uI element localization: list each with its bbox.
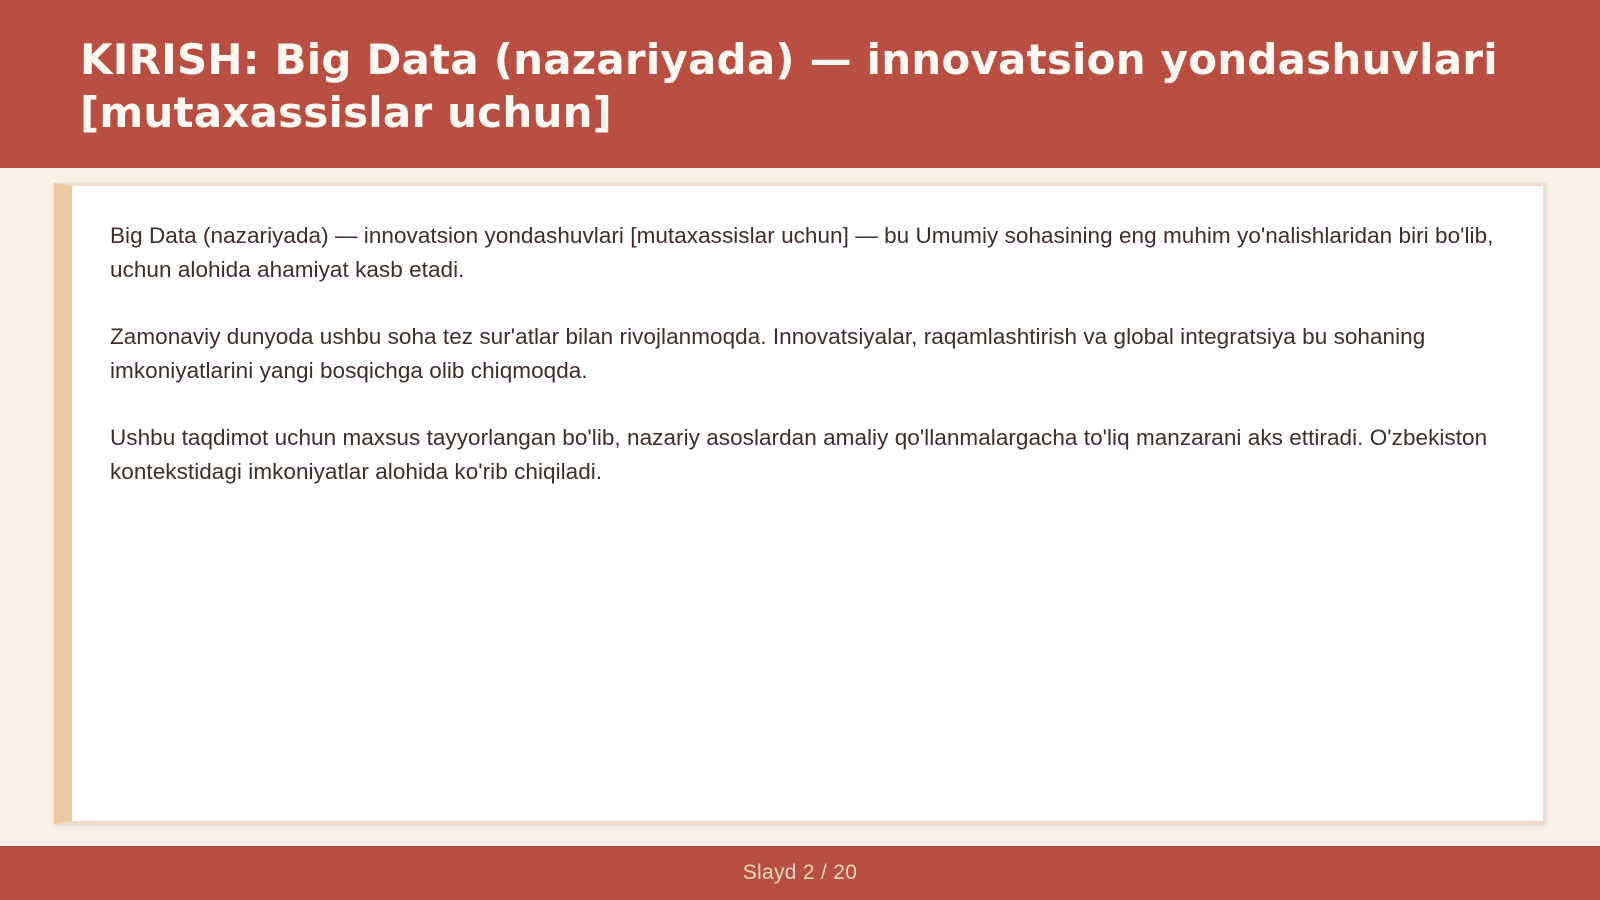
slide-footer xyxy=(0,846,1600,900)
content-card xyxy=(54,183,1546,824)
development-paragraph: Zamonaviy dunyoda ushbu soha tez sur'atlar bilan rivojlanmoqda. Innovatsiyalar, raqamlashtirish va global integratsiya bu sohaning imkoniyatlarini yangi bosqichga olib chiqmoqda. xyxy=(110,324,1426,383)
slide-title: KIRISH: Big Data (nazariyada) — innovatsion yondashuvlari [mutaxassislar uchun] xyxy=(80,35,1498,137)
presentation-purpose-paragraph: Ushbu taqdimot uchun maxsus tayyorlangan bo'lib, nazariy asoslardan amaliy qo'llanmalargacha to'liq manzarani aks ettiradi. O'zbekiston kontekstidagi imkoniyatlar alohida ko'rib chiqiladi. xyxy=(110,425,1488,484)
slide-header xyxy=(0,0,1600,168)
intro-paragraph: Big Data (nazariyada) — innovatsion yondashuvlari [mutaxassislar uchun] — bu Umumiy sohasining eng muhim yo'nalishlaridan biri bo'lib, uchun alohida ahamiyat kasb etadi. xyxy=(110,223,1494,282)
slide-number: Slayd 2 / 20 xyxy=(742,861,858,884)
